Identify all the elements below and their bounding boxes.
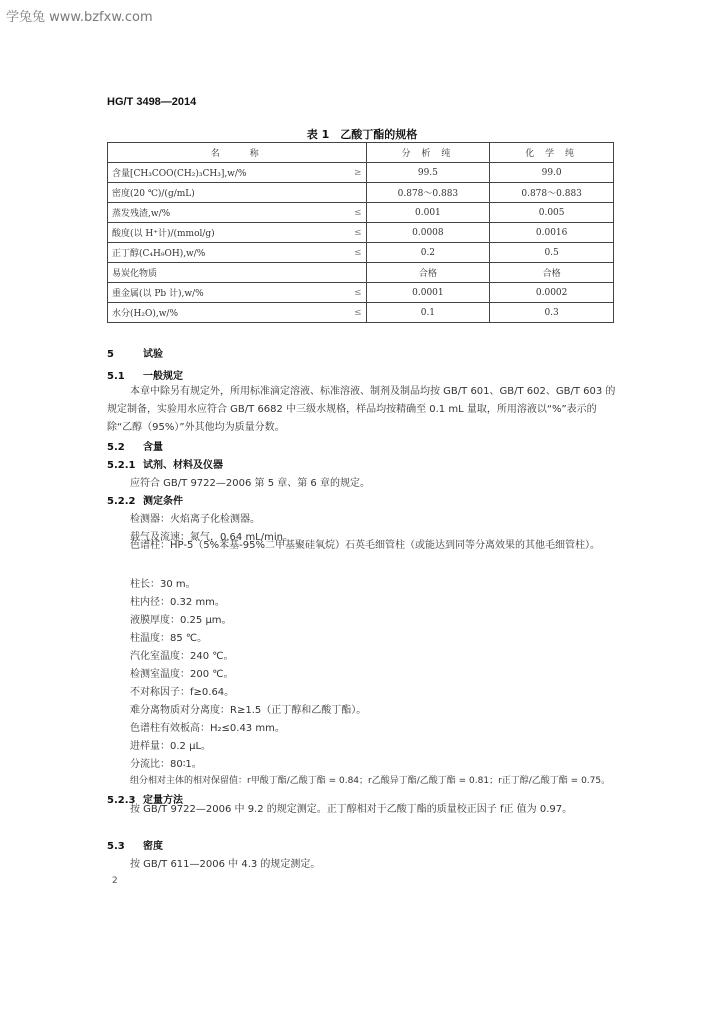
- reagents-text: 应符合 GB/T 9722—2006 第 5 章、第 6 章的规定。: [130, 478, 370, 489]
- row-unit: ≤: [344, 223, 366, 243]
- spec-table: [107, 142, 614, 323]
- table-row: [108, 303, 614, 323]
- table-row: [108, 243, 614, 263]
- table-row: [108, 223, 614, 243]
- condition-item: 柱内径：0.32 mm。: [130, 597, 225, 608]
- row-ar-value: 0.1: [366, 303, 490, 323]
- row-cp-value: 0.5: [490, 243, 614, 263]
- row-name: 酸度(以 H⁺计)/(mmol/g): [108, 223, 344, 243]
- section-title: 含量: [143, 442, 163, 453]
- condition-line: 检测器：火焰离子化检测器。: [130, 514, 260, 525]
- section-title: 试剂、材料及仪器: [143, 460, 223, 471]
- section-title: 密度: [143, 841, 163, 852]
- row-name: 含量[CH₃COO(CH₂)₃CH₃],w/%: [108, 163, 344, 183]
- section-5-3-heading: [107, 837, 163, 852]
- row-unit: ≤: [344, 203, 366, 223]
- row-cp-value: 0.0016: [490, 223, 614, 243]
- row-unit: ≤: [344, 243, 366, 263]
- row-unit: [344, 183, 366, 203]
- condition-item: 液膜厚度：0.25 μm。: [130, 615, 232, 626]
- row-unit: [344, 263, 366, 283]
- col-header-name: 名 称: [108, 143, 367, 163]
- row-name: 密度(20 ℃)/(g/mL): [108, 183, 344, 203]
- table-row: [108, 263, 614, 283]
- general-rules-paragraph: 本章中除另有规定外，所用标准滴定溶液、标准溶液、制剂及制品均按 GB/T 601、GB/T 602、GB/T 603 的规定制备，实验用水应符合 GB/T 6682 中三级水规格，样品均按精确至 0.1 mL 量取，所用溶液以“%”表示的除“乙醇（95%）”外其他均为质量分数。: [107, 386, 616, 433]
- row-cp-value: 0.0002: [490, 283, 614, 303]
- section-5-2-heading: [107, 438, 163, 453]
- row-ar-value: 0.0001: [366, 283, 490, 303]
- condition-item: 分流比：80∶1。: [130, 759, 202, 770]
- table-row: [108, 163, 614, 183]
- section-5-2-2-heading: [107, 492, 183, 507]
- page-number: 2: [112, 876, 118, 886]
- relative-retention-line: 组分相对主体的相对保留值：r甲酸丁酯/乙酸丁酯 = 0.84；r乙酸异丁酯/乙酸丁酯 = 0.81；r正丁醇/乙酸丁酯 = 0.75。: [130, 776, 611, 786]
- row-unit: ≤: [344, 303, 366, 323]
- section-number: 5.2.1: [107, 460, 136, 471]
- condition-item: 柱温度：85 ℃。: [130, 633, 208, 644]
- section-title: 试验: [143, 349, 163, 360]
- condition-item: 汽化室温度：240 ℃。: [130, 651, 234, 662]
- section-title: 定量方法: [143, 795, 183, 806]
- section-number: 5.2: [107, 442, 125, 453]
- row-name: 重金属(以 Pb 计),w/%: [108, 283, 344, 303]
- row-ar-value: 合格: [366, 263, 490, 283]
- section-number: 5.2.3: [107, 795, 136, 806]
- col-header-cp: 化 学 纯: [490, 143, 614, 163]
- condition-item: 进样量：0.2 μL。: [130, 741, 212, 752]
- table-header-row: [108, 143, 614, 163]
- row-unit: ≤: [344, 283, 366, 303]
- section-5-heading: [107, 345, 163, 360]
- condition-item: 不对称因子：f≥0.64。: [130, 687, 235, 698]
- table-row: [108, 203, 614, 223]
- density-text: 按 GB/T 611—2006 中 4.3 的规定测定。: [130, 859, 321, 870]
- row-ar-value: 0.0008: [366, 223, 490, 243]
- row-ar-value: 99.5: [366, 163, 490, 183]
- row-cp-value: 0.878～0.883: [490, 183, 614, 203]
- watermark: 学兔兔 www.bzfxw.com: [6, 10, 153, 25]
- row-unit: ≥: [344, 163, 366, 183]
- condition-item: 难分离物质对分离度：R≥1.5（正丁醇和乙酸丁酯）。: [130, 705, 367, 716]
- section-number: 5: [107, 349, 114, 360]
- condition-item: 检测室温度：200 ℃。: [130, 669, 234, 680]
- quantification-paragraph: 按 GB/T 9722—2006 中 9.2 的规定测定。正丁醇相对于乙酸丁酯的质量校正因子 f正 值为 0.97。: [130, 804, 573, 815]
- standard-code: HG/T 3498—2014: [107, 96, 197, 108]
- row-ar-value: 0.001: [366, 203, 490, 223]
- condition-line: 载气及流速：氮气，0.64 mL/min。: [130, 532, 293, 543]
- row-cp-value: 0.3: [490, 303, 614, 323]
- row-name: 水分(H₂O),w/%: [108, 303, 344, 323]
- table-row: [108, 183, 614, 203]
- section-number: 5.3: [107, 841, 125, 852]
- condition-item: 色谱柱有效板高：H₂≤0.43 mm。: [130, 723, 285, 734]
- col-header-ar: 分 析 纯: [366, 143, 490, 163]
- column-paragraph: 色谱柱：HP-5（5%苯基-95%二甲基聚硅氧烷）石英毛细管柱（或能达到同等分离效果的其他毛细管柱）。: [130, 540, 600, 551]
- row-cp-value: 合格: [490, 263, 614, 283]
- section-number: 5.2.2: [107, 496, 136, 507]
- row-cp-value: 0.005: [490, 203, 614, 223]
- section-number: 5.1: [107, 371, 125, 382]
- condition-item: 柱长：30 m。: [130, 579, 196, 590]
- table-row: [108, 283, 614, 303]
- row-name: 易炭化物质: [108, 263, 344, 283]
- row-ar-value: 0.2: [366, 243, 490, 263]
- row-cp-value: 99.0: [490, 163, 614, 183]
- section-5-2-1-heading: [107, 456, 223, 471]
- section-5-1-heading: [107, 367, 183, 382]
- table-title: 表 1 乙酸丁酯的规格: [306, 128, 418, 141]
- row-ar-value: 0.878～0.883: [366, 183, 490, 203]
- section-title: 一般规定: [143, 371, 183, 382]
- row-name: 正丁醇(C₄H₉OH),w/%: [108, 243, 344, 263]
- row-name: 蒸发残渣,w/%: [108, 203, 344, 223]
- section-title: 测定条件: [143, 496, 183, 507]
